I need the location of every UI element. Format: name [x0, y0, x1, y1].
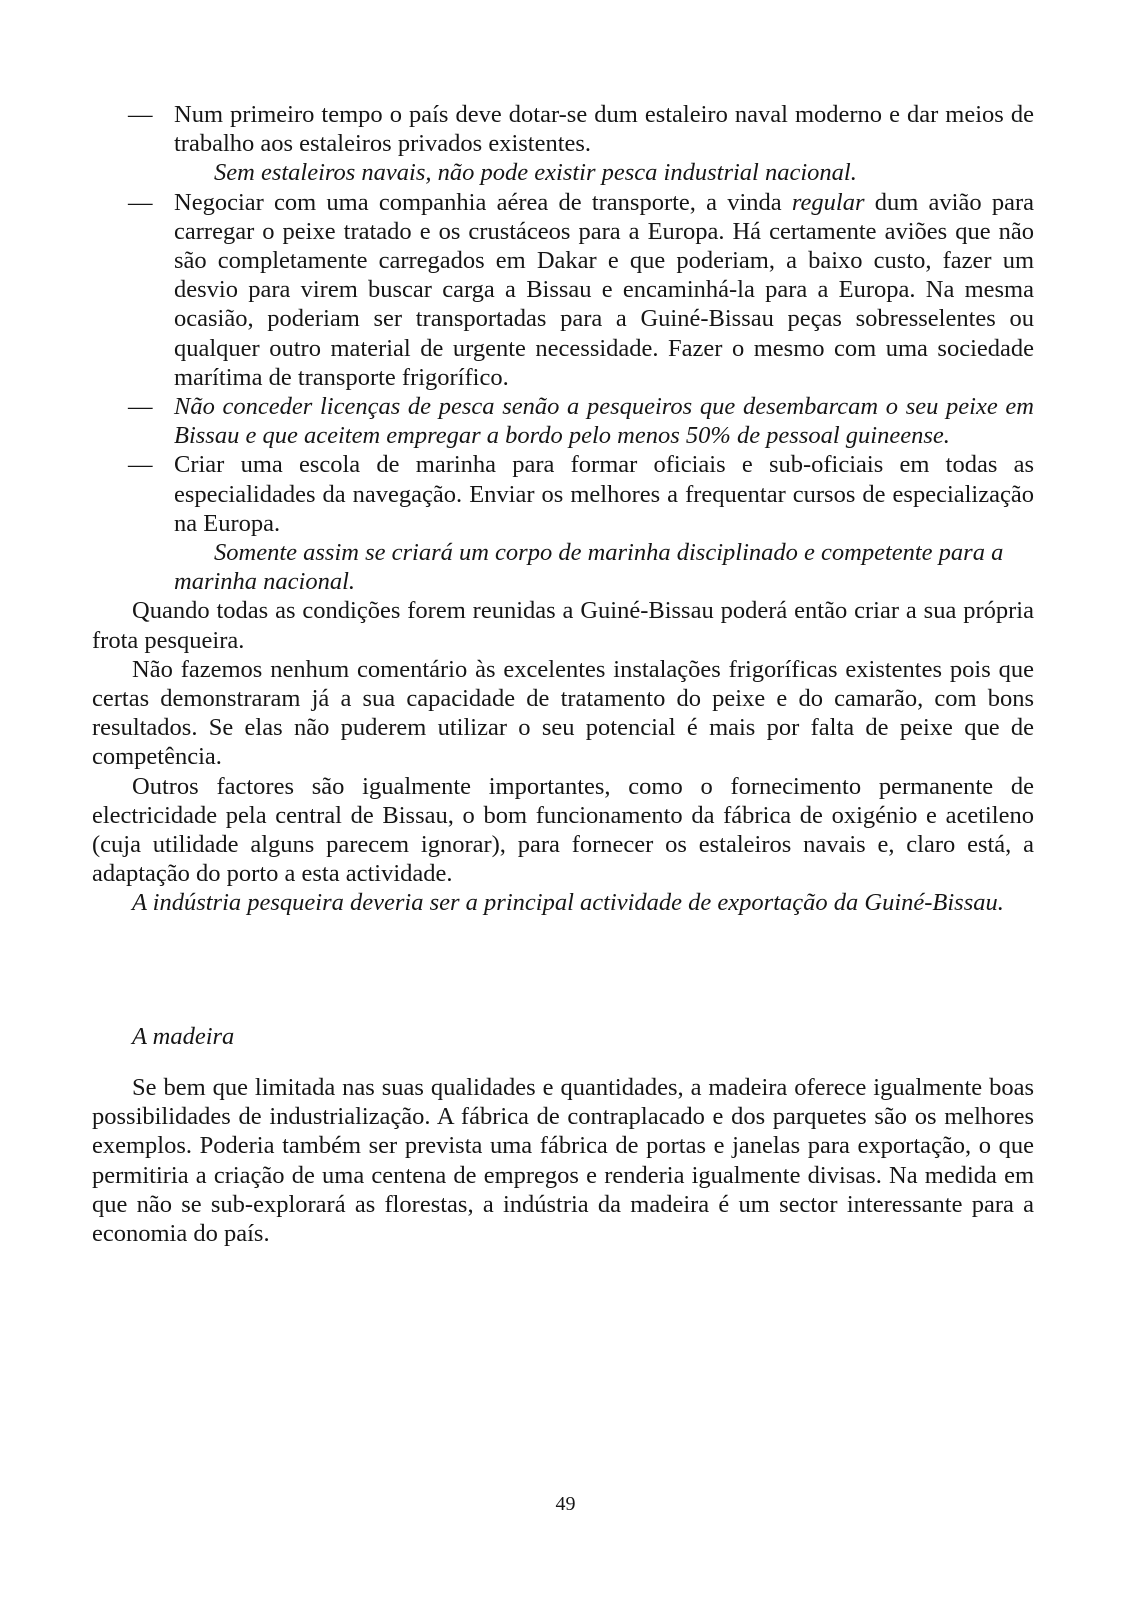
body-paragraph: Outros factores são igualmente importantes, como o fornecimento permanente de electricidade pela central de Bissau, o bom funcionamento da fábrica de oxigénio e acetileno (cuja utilidade alguns parecem ignorar), para fornecer os estaleiros navais e, claro está, a adaptação do porto a esta actividade.: [92, 772, 1034, 888]
conclusion-paragraph: A indústria pesqueira deveria ser a principal actividade de exportação da Guiné-Bissau.: [132, 889, 1004, 917]
page-number: 49: [555, 1493, 576, 1515]
bullet-text: Num primeiro tempo o país deve dotar-se dum estaleiro naval moderno e dar meios de trabalho aos estaleiros privados existentes.: [174, 101, 1034, 158]
bullet-item: [92, 100, 1034, 188]
emphasis-text: regular: [791, 188, 865, 216]
bullet-dash: —: [128, 393, 153, 421]
bullet-text-end: dum avião para carregar o peixe tratado e os crustáceos para a Europa. Há certamente aviões que não são completamente carregados em Dakar e que poderiam, a baixo custo, fazer um desvio para virem buscar carga a Bissau e encaminhá-la para a Europa. Na mesma ocasião, poderiam ser transportadas para a Guiné-Bissau peças sobresselentes ou qualquer outro material de urgente necessidade. Fazer o mesmo com uma sociedade marítima de transporte frigorífico.: [174, 188, 1034, 391]
bullet-dash: —: [128, 101, 153, 128]
bullet-item: [92, 450, 1034, 596]
bullet-dash: —: [128, 451, 153, 479]
bullet-item: [92, 392, 1034, 450]
section-body: [92, 1073, 1034, 1248]
bullet-text: Não conceder licenças de pesca senão a pesqueiros que desembarcam o seu peixe em Bissau e que aceitem empregar a bordo pelo menos 50% de pessoal guineense.: [174, 393, 1034, 450]
body-paragraph: Não fazemos nenhum comentário às excelentes instalações frigoríficas existentes pois que certas demonstraram já a sua capacidade de tratamento do peixe e do camarão, com bons resultados. Se elas não puderem utilizar o seu potencial é mais por falta de peixe que de competência.: [92, 655, 1034, 771]
bullet-text: Criar uma escola de marinha para formar oficiais e sub-oficiais em todas as especialidades da navegação. Enviar os melhores a frequentar cursos de especialização na Europa.: [174, 451, 1034, 537]
body-paragraph: Quando todas as condições forem reunidas a Guiné-Bissau poderá então criar a sua própria frota pesqueira.: [92, 597, 1034, 654]
bullet-dash: —: [128, 188, 153, 216]
bullet-note: Somente assim se criará um corpo de marinha disciplinado e competente para a marinha nacional.: [174, 539, 1004, 596]
bullet-note: Sem estaleiros navais, não pode existir pesca industrial nacional.: [214, 159, 857, 187]
section-heading: A madeira: [132, 1023, 235, 1050]
body-paragraph: Se bem que limitada nas suas qualidades e quantidades, a madeira oferece igualmente boas possibilidades de industrialização. A fábrica de contraplacado e dos parquetes são os melhores exemplos. Poderia também ser prevista uma fábrica de portas e janelas para exportação, o que permitiria a criação de uma centena de empregos e renderia igualmente divisas. Na medida em que não se sub-explorará as florestas, a indústria da madeira é um sector interessante para a economia do país.: [92, 1074, 1034, 1248]
fishing-recommendations: [92, 100, 1034, 918]
bullet-item: [92, 188, 1034, 392]
bullet-text-start: Negociar com uma companhia aérea de transporte, a vinda: [174, 188, 792, 216]
bullet-text: [174, 188, 1034, 392]
